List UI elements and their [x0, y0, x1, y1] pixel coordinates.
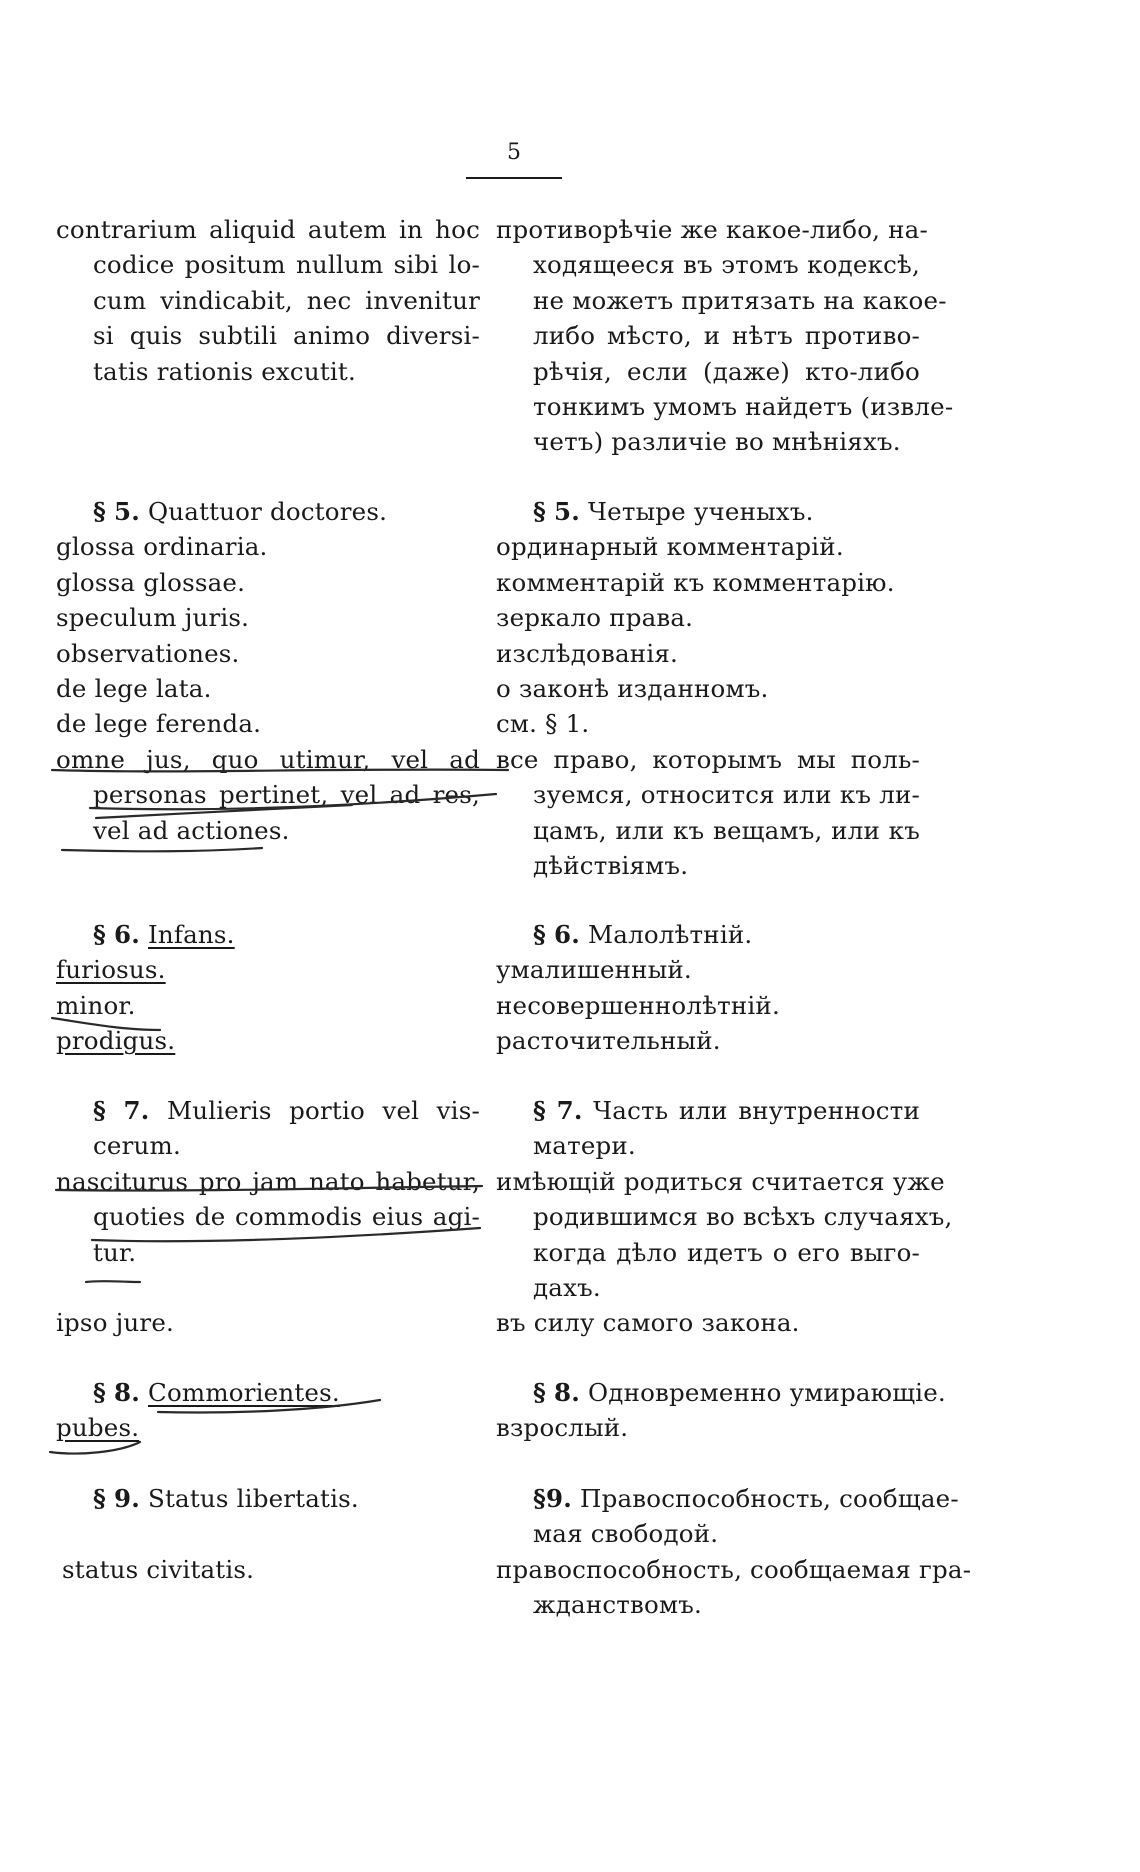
translation: взрослый.	[496, 1413, 629, 1443]
section-title: Четыре ученыхъ.	[588, 497, 814, 526]
translation-line: когда дѣло идетъ о его выго-	[533, 1237, 920, 1267]
maxim-line: omne jus, quo utimur, vel ad	[56, 744, 480, 774]
term-text: prodigus.	[56, 1026, 176, 1056]
term	[56, 1410, 480, 1445]
russian-line: противорѣчіе же какое-либо, на-	[496, 215, 928, 244]
section-7-heading-ru	[496, 1093, 920, 1128]
translation: расточительный.	[496, 1026, 721, 1056]
maxim-line: nasciturus pro jam nato habetur,	[56, 1166, 480, 1196]
intro-latin	[56, 212, 480, 389]
section-9-latin	[56, 1481, 480, 1587]
translation-line: дѣйствіямъ.	[533, 850, 689, 880]
latin-line: contrarium aliquid autem in hoc	[56, 215, 480, 244]
section-8-heading	[56, 1375, 480, 1410]
section-sign: §	[93, 920, 107, 949]
translation-line: родившимся во всѣхъ случаяхъ,	[533, 1202, 953, 1232]
section-number: 6.	[554, 920, 580, 949]
section-title: Часть или внутренности	[593, 1096, 920, 1125]
section-sign: §	[533, 1378, 547, 1407]
section-number: 8.	[554, 1378, 580, 1407]
section-sign: §	[533, 497, 547, 526]
section-title: Mulieris portio vel vis-	[166, 1096, 480, 1125]
translation: въ силу самого закона.	[496, 1308, 800, 1338]
term-text: pubes.	[56, 1413, 140, 1443]
translation: ординарный комментарій.	[496, 532, 844, 562]
section-sign: §	[533, 1484, 547, 1513]
translation: несовершеннолѣтній.	[496, 990, 780, 1020]
spacer	[56, 1516, 480, 1551]
maxim-line: tur.	[93, 1237, 137, 1267]
maxim-line: vel ad actiones.	[93, 815, 290, 845]
term: ipso jure.	[56, 1308, 175, 1338]
translation-line: зуемся, относится или къ ли-	[533, 780, 920, 810]
latin-line: codice positum nullum sibi lo-	[93, 250, 480, 280]
maxim-line: personas pertinet, vel ad res,	[93, 780, 480, 810]
section-number: 7.	[556, 1096, 583, 1125]
translation: зеркало права.	[496, 603, 694, 633]
translation-line: все право, которымъ мы поль-	[496, 744, 920, 774]
section-9-heading	[56, 1481, 480, 1516]
section-9-heading-ru	[496, 1481, 959, 1516]
term: minor.	[56, 990, 136, 1020]
term: observationes.	[56, 638, 240, 668]
section-8-russian	[496, 1375, 946, 1446]
section-title: Infans.	[148, 920, 235, 949]
section-number: 9.	[114, 1484, 140, 1513]
translation-line: цамъ, или къ вещамъ, или къ	[533, 815, 920, 845]
term: speculum juris.	[56, 603, 250, 633]
section-title: Малолѣтній.	[588, 920, 753, 949]
section-5-latin	[56, 494, 480, 848]
term	[56, 952, 480, 987]
translation: о законѣ изданномъ.	[496, 673, 769, 703]
russian-line: ходящееся въ этомъ кодексѣ,	[533, 250, 920, 280]
section-number: 5.	[554, 497, 580, 526]
section-sign: §	[93, 1484, 107, 1513]
section-8-latin	[56, 1375, 480, 1446]
section-5-russian	[496, 494, 920, 883]
section-number: 9.	[546, 1484, 572, 1513]
term: de lege ferenda.	[56, 709, 262, 739]
translation-line: дахъ.	[533, 1272, 601, 1302]
translation: см. § 1.	[496, 709, 590, 739]
term	[56, 1023, 480, 1058]
pencil-underline	[62, 848, 262, 851]
term: glossa glossae.	[56, 567, 246, 597]
section-sign: §	[93, 1378, 107, 1407]
section-6-latin	[56, 917, 480, 1059]
section-sign: §	[533, 1096, 547, 1125]
translation: комментарій къ комментарію.	[496, 567, 895, 597]
section-title: Одновременно умирающіе.	[588, 1378, 946, 1407]
russian-line: тонкимъ умомъ найдетъ (извле-	[533, 391, 954, 421]
translation-line: жданствомъ.	[533, 1590, 703, 1620]
section-6-heading	[56, 917, 480, 952]
section-title: Quattuor doctores.	[148, 497, 388, 526]
section-6-heading-ru	[496, 917, 920, 952]
section-9-russian	[496, 1481, 972, 1623]
translation: умалишенный.	[496, 955, 692, 985]
section-6-russian	[496, 917, 920, 1059]
maxim-line: quoties de commodis eius agi-	[93, 1202, 480, 1232]
section-number: 6.	[114, 920, 140, 949]
translation: изслѣдованія.	[496, 638, 678, 668]
intro-russian	[496, 212, 954, 460]
latin-line: cum vindicabit, nec invenitur	[93, 285, 480, 315]
section-sign: §	[93, 497, 107, 526]
section-sign: §	[93, 1096, 107, 1125]
russian-line: либо мѣсто, и нѣтъ противо-	[533, 321, 920, 351]
term-text: furiosus.	[56, 955, 166, 985]
spacer	[56, 1270, 480, 1305]
section-number: 8.	[114, 1378, 140, 1407]
section-8-heading-ru	[496, 1375, 946, 1410]
section-5-heading-ru	[496, 494, 920, 529]
section-title: Правоспособность, сообщае-	[580, 1484, 959, 1513]
term: de lege lata.	[56, 673, 212, 703]
section-5-heading	[56, 494, 480, 529]
section-number: 5.	[114, 497, 140, 526]
latin-line: tatis rationis excutit.	[93, 356, 356, 386]
russian-line: рѣчія, если (даже) кто-либо	[533, 356, 920, 386]
section-title: Commorientes.	[148, 1378, 340, 1407]
translation-line: правоспособность, сообщаемая гра-	[496, 1554, 972, 1584]
term: status civitatis.	[62, 1554, 255, 1584]
section-sign: §	[533, 920, 547, 949]
section-title-cont: матери.	[533, 1131, 636, 1161]
latin-line: si quis subtili animo diversi-	[93, 321, 480, 351]
translation-line: имѣющій родиться считается уже	[496, 1166, 945, 1196]
section-7-heading	[56, 1093, 480, 1128]
section-7-latin	[56, 1093, 480, 1341]
russian-line: четъ) различіе во мнѣніяхъ.	[533, 427, 901, 457]
section-title-cont: мая свободой.	[533, 1519, 719, 1549]
russian-line: не можетъ притязать на какое-	[533, 285, 947, 315]
term: glossa ordinaria.	[56, 532, 268, 562]
section-title-cont: cerum.	[93, 1131, 181, 1161]
page-number: 5	[466, 140, 562, 179]
section-number: 7.	[123, 1096, 150, 1125]
section-title: Status libertatis.	[148, 1484, 359, 1513]
section-7-russian	[496, 1093, 953, 1341]
